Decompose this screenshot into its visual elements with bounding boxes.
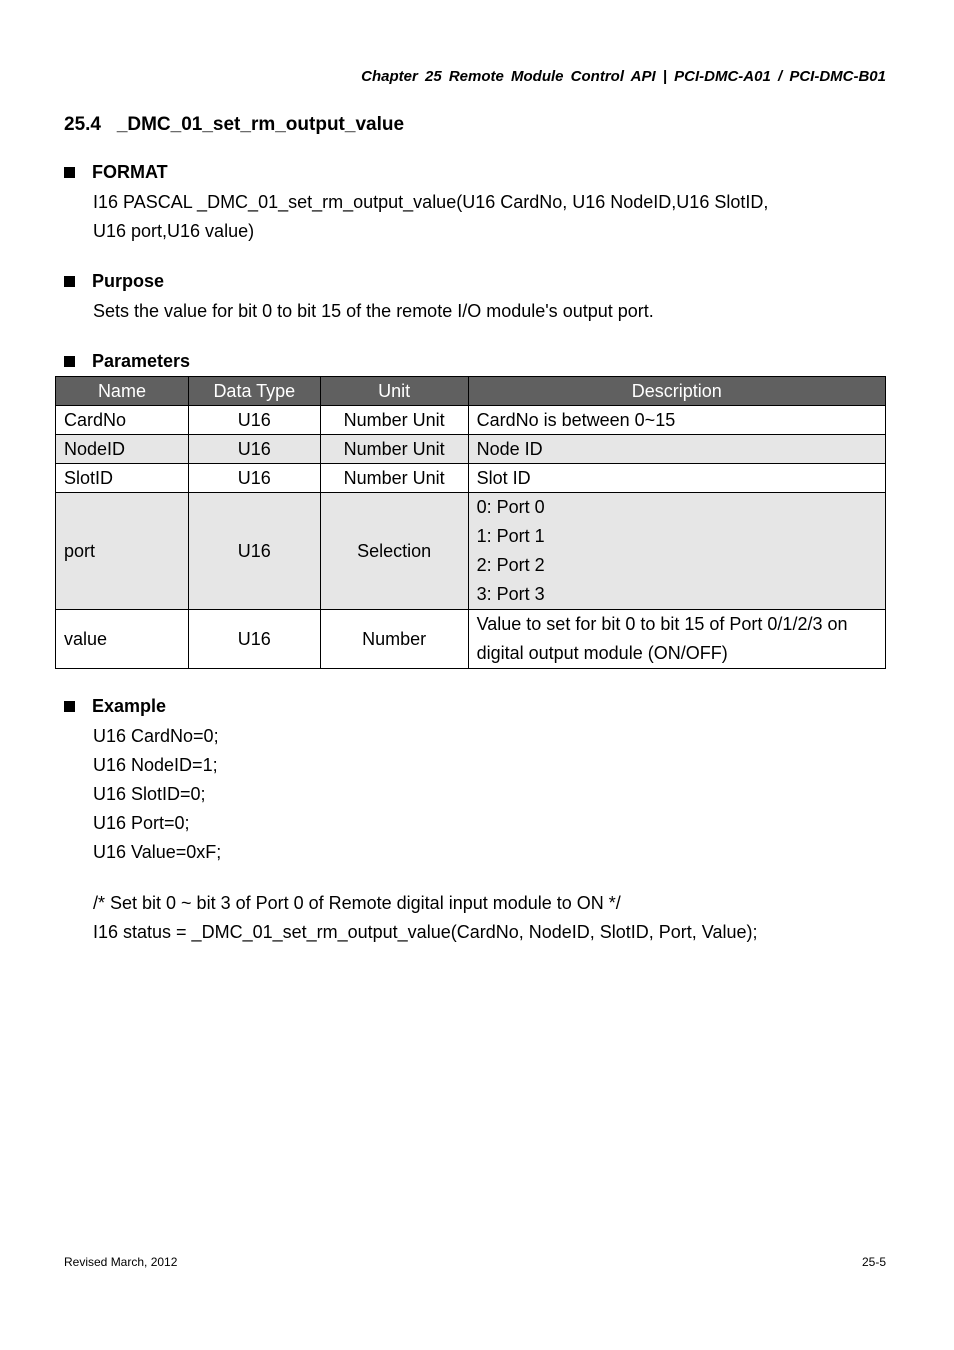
description-line: 3: Port 3 xyxy=(476,584,545,604)
description-line: 2: Port 2 xyxy=(476,555,545,575)
parameters-heading xyxy=(64,351,190,372)
chapter-header: Chapter 25 Remote Module Control API | PCI-DMC-A01 / PCI-DMC-B01 xyxy=(361,68,886,85)
param-unit: Selection xyxy=(320,493,468,610)
parameters-heading-label: Parameters xyxy=(92,351,191,371)
purpose-line: Sets the value for bit 0 to bit 15 of the remote I/O module's output port. xyxy=(93,301,654,321)
param-description: Node ID xyxy=(468,435,885,464)
bullet-square-icon xyxy=(64,356,75,367)
example-line: U16 NodeID=1; xyxy=(93,755,218,775)
table-row xyxy=(56,435,886,464)
bullet-square-icon xyxy=(64,276,75,287)
param-name: value xyxy=(56,610,189,669)
column-header-name: Name xyxy=(56,377,189,406)
example-code xyxy=(93,889,758,947)
param-unit: Number Unit xyxy=(320,464,468,493)
example-heading xyxy=(64,696,166,717)
example-line: U16 SlotID=0; xyxy=(93,784,206,804)
bullet-square-icon xyxy=(64,167,75,178)
footer-revision: Revised March, 2012 xyxy=(64,1255,178,1269)
example-declarations xyxy=(93,722,221,867)
description-line: 1: Port 1 xyxy=(476,526,545,546)
param-name: CardNo xyxy=(56,406,189,435)
column-header-data-type: Data Type xyxy=(188,377,320,406)
param-name: NodeID xyxy=(56,435,189,464)
purpose-heading-label: Purpose xyxy=(92,271,165,291)
footer-page-number: 25-5 xyxy=(861,1255,886,1269)
example-line: U16 CardNo=0; xyxy=(93,726,219,746)
section-title: 25.4 _DMC_01_set_rm_output_value xyxy=(64,114,405,135)
description-line: Value to set for bit 0 to bit 15 of Port 0/1/2/3 on xyxy=(476,614,848,634)
table-row xyxy=(56,464,886,493)
param-name: SlotID xyxy=(56,464,189,493)
example-line: U16 Value=0xF; xyxy=(93,842,222,862)
bullet-square-icon xyxy=(64,701,75,712)
purpose-heading xyxy=(64,271,164,292)
code-line: I16 status = _DMC_01_set_rm_output_value(CardNo, NodeID, SlotID, Port, Value); xyxy=(93,922,758,942)
example-heading-label: Example xyxy=(92,696,167,716)
example-line: U16 Port=0; xyxy=(93,813,190,833)
description-line: 0: Port 0 xyxy=(476,497,545,517)
format-heading xyxy=(64,162,168,183)
param-description: CardNo is between 0~15 xyxy=(468,406,885,435)
param-description: Slot ID xyxy=(468,464,885,493)
param-unit: Number Unit xyxy=(320,406,468,435)
param-type: U16 xyxy=(188,610,320,669)
format-heading-label: FORMAT xyxy=(92,162,168,182)
table-row xyxy=(56,610,886,669)
param-name: port xyxy=(56,493,189,610)
format-signature xyxy=(93,188,768,246)
table-row xyxy=(56,406,886,435)
param-description xyxy=(468,610,885,669)
table-row xyxy=(56,493,886,610)
description-line: digital output module (ON/OFF) xyxy=(476,643,728,663)
code-line: /* Set bit 0 ~ bit 3 of Port 0 of Remote digital input module to ON */ xyxy=(93,893,621,913)
param-type: U16 xyxy=(188,435,320,464)
format-line: U16 port,U16 value) xyxy=(93,221,255,241)
column-header-unit: Unit xyxy=(320,377,468,406)
purpose-text xyxy=(93,297,654,326)
param-unit: Number xyxy=(320,610,468,669)
parameters-table xyxy=(55,376,886,669)
param-type: U16 xyxy=(188,464,320,493)
table-header-row xyxy=(56,377,886,406)
format-line: I16 PASCAL _DMC_01_set_rm_output_value(U16 CardNo, U16 NodeID,U16 SlotID, xyxy=(93,192,769,212)
param-description xyxy=(468,493,885,610)
param-type: U16 xyxy=(188,493,320,610)
param-type: U16 xyxy=(188,406,320,435)
column-header-description: Description xyxy=(468,377,885,406)
param-unit: Number Unit xyxy=(320,435,468,464)
